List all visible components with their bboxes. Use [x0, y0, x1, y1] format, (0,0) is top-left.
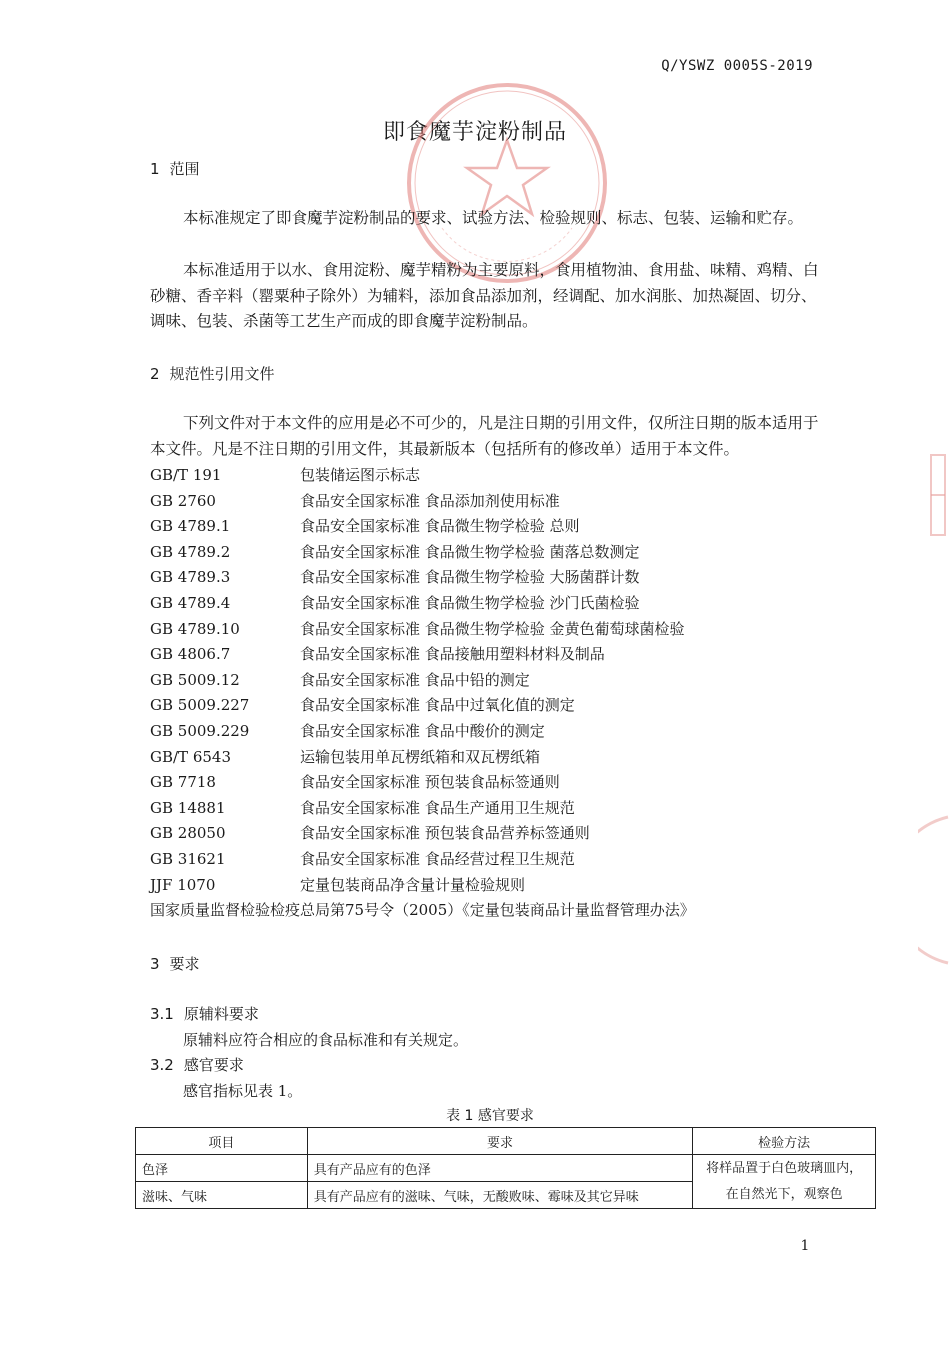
reference-row [150, 490, 560, 516]
section-3-2-heading [150, 1054, 244, 1075]
reference-title: 食品安全国家标准 食品微生物学检验 金黄色葡萄球菌检验 [300, 620, 685, 638]
reference-row [150, 566, 640, 592]
section-3-heading [150, 953, 200, 974]
section-3-title: 要求 [169, 955, 200, 973]
section-3-1-title: 原辅料要求 [183, 1005, 259, 1023]
reference-code: GB 4789.1 [150, 517, 231, 535]
reference-row [150, 618, 685, 644]
section-3-1-heading [150, 1003, 259, 1024]
section-2-title: 规范性引用文件 [169, 365, 275, 383]
section-2-number: 2 [150, 365, 160, 383]
reference-code: GB 4789.4 [150, 594, 231, 612]
reference-code: GB 7718 [150, 773, 216, 791]
reference-title: 包装储运图示标志 [300, 466, 421, 484]
reference-code: GB 5009.12 [150, 671, 240, 689]
reference-row [150, 822, 590, 848]
reference-row [150, 746, 540, 772]
reference-title: 食品安全国家标准 食品微生物学检验 大肠菌群计数 [300, 568, 640, 586]
table-cell-method: 将样品置于白色玻璃皿内，在自然光下，观察色 [693, 1155, 876, 1209]
column-header-requirement: 要求 [307, 1128, 692, 1155]
section-3-number: 3 [150, 955, 160, 973]
reference-row [150, 797, 575, 823]
regulation-order-line: 国家质量监督检验检疫总局第75号令（2005）《定量包装商品计量监督管理办法》 [150, 901, 695, 919]
reference-title: 食品安全国家标准 食品生产通用卫生规范 [300, 799, 575, 817]
section-1-title: 范围 [169, 160, 200, 178]
reference-row [150, 464, 420, 490]
reference-code: GB/T 191 [150, 466, 222, 484]
section-2-heading [150, 363, 275, 384]
reference-title: 食品安全国家标准 食品微生物学检验 沙门氏菌检验 [300, 594, 640, 612]
section-3-2-title: 感官要求 [183, 1056, 244, 1074]
reference-title: 食品安全国家标准 食品微生物学检验 菌落总数测定 [300, 543, 640, 561]
reference-code: GB 4806.7 [150, 645, 231, 663]
reference-row [150, 874, 525, 900]
reference-code: GB/T 6543 [150, 748, 232, 766]
reference-title: 定量包装商品净含量计量检验规则 [300, 876, 526, 894]
reference-title: 食品安全国家标准 食品中酸价的测定 [300, 722, 545, 740]
section-3-2-text: 感官指标见表 1。 [183, 1082, 303, 1100]
section-3-2-number: 3.2 [150, 1056, 174, 1074]
reference-row [150, 515, 580, 541]
reference-title: 食品安全国家标准 食品中过氧化值的测定 [300, 696, 575, 714]
column-header-method: 检验方法 [693, 1128, 876, 1155]
section-3-1-number: 3.1 [150, 1005, 174, 1023]
edge-stamp-fragment-icon [925, 445, 950, 545]
reference-title: 食品安全国家标准 食品经营过程卫生规范 [300, 850, 575, 868]
table-cell-item: 色泽 [136, 1155, 308, 1182]
references-intro: 下列文件对于本文件的应用是必不可少的，凡是注日期的引用文件，仅所注日期的版本适用于本文件。凡是不注日期的引用文件，其最新版本（包括所有的修改单）适用于本文件。 [150, 414, 819, 458]
reference-code: JJF 1070 [150, 876, 216, 894]
reference-row [150, 541, 640, 567]
reference-code: GB 14881 [150, 799, 226, 817]
scope-paragraph-1: 本标准规定了即食魔芋淀粉制品的要求、试验方法、检验规则、标志、包装、运输和贮存。 [183, 209, 804, 227]
reference-code: GB 5009.229 [150, 722, 250, 740]
reference-title: 食品安全国家标准 食品中铅的测定 [300, 671, 530, 689]
reference-code: GB 4789.10 [150, 620, 240, 638]
document-title: 即食魔芋淀粉制品 [382, 120, 567, 145]
table-cell-requirement: 具有产品应有的色泽 [307, 1155, 692, 1182]
table-cell-requirement: 具有产品应有的滋味、气味，无酸败味、霉味及其它异味 [307, 1182, 692, 1209]
edge-seal-fragment-icon [918, 815, 950, 965]
reference-code: GB 5009.227 [150, 696, 250, 714]
sensory-requirements-table [135, 1127, 876, 1209]
table-1-caption: 表 1 感官要求 [446, 1108, 534, 1124]
reference-row [150, 848, 575, 874]
reference-code: GB 4789.2 [150, 543, 231, 561]
reference-code: GB 4789.3 [150, 568, 231, 586]
document-code: Q/YSWZ 0005S-2019 [661, 58, 813, 74]
section-1-number: 1 [150, 160, 160, 178]
reference-row [150, 771, 560, 797]
reference-title: 食品安全国家标准 食品添加剂使用标准 [300, 492, 560, 510]
reference-title: 运输包装用单瓦楞纸箱和双瓦楞纸箱 [300, 748, 541, 766]
reference-title: 食品安全国家标准 食品微生物学检验 总则 [300, 517, 580, 535]
reference-title: 食品安全国家标准 预包装食品营养标签通则 [300, 824, 590, 842]
company-seal-stamp [402, 78, 612, 288]
table-cell-item: 滋味、气味 [136, 1182, 308, 1209]
reference-code: GB 31621 [150, 850, 226, 868]
section-1-heading [150, 158, 200, 179]
reference-row [150, 592, 640, 618]
reference-code: GB 28050 [150, 824, 226, 842]
reference-title: 食品安全国家标准 食品接触用塑料材料及制品 [300, 645, 605, 663]
table-row [136, 1155, 876, 1182]
reference-code: GB 2760 [150, 492, 216, 510]
reference-row [150, 669, 530, 695]
page-number: 1 [800, 1238, 810, 1254]
column-header-item: 项目 [136, 1128, 308, 1155]
reference-row [150, 720, 545, 746]
reference-row [150, 694, 575, 720]
table-header-row [136, 1128, 876, 1155]
reference-title: 食品安全国家标准 预包装食品标签通则 [300, 773, 560, 791]
scope-paragraph-2: 本标准适用于以水、食用淀粉、魔芋精粉为主要原料，食用植物油、食用盐、味精、鸡精、白砂糖、香辛料（罂粟种子除外）为辅料，添加食品添加剂，经调配、加水润胀、加热凝固、切分、调味、包装、杀菌等工艺生产而成的即食魔芋淀粉制品。 [150, 261, 819, 330]
section-3-1-text: 原辅料应符合相应的食品标准和有关规定。 [183, 1031, 469, 1049]
reference-row [150, 643, 605, 669]
